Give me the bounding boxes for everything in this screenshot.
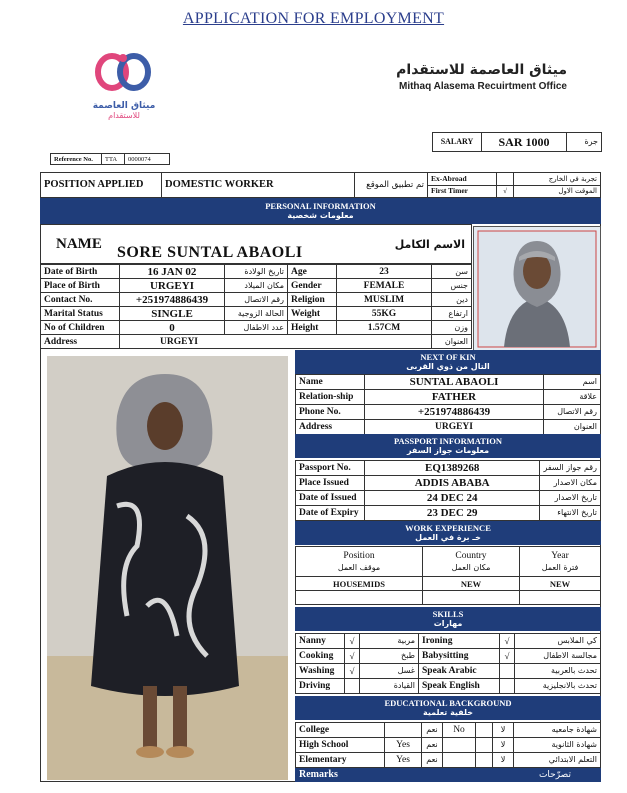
gender-value: FEMALE — [337, 279, 432, 293]
contact-value: +251974886439 — [120, 293, 225, 307]
kin-table — [295, 374, 601, 435]
edu-elementary-label: Elementary — [296, 753, 385, 768]
logo-text-ar-2: للاستقدام — [108, 111, 140, 120]
skill-ironing-check: √ — [500, 634, 515, 649]
marital-label-ar: الحالة الزوجية — [225, 307, 288, 321]
skill-washing: Washing — [296, 664, 345, 679]
weight-value: 55KG — [337, 307, 432, 321]
edu-college-label: College — [296, 723, 385, 738]
passport-issued-value: 24 DEC 24 — [364, 491, 540, 506]
remarks-label: Remarks — [299, 769, 338, 780]
kin-header-en: NEXT OF KIN — [420, 352, 476, 362]
first-timer-ar: الموقت الاول — [514, 185, 601, 197]
reference-number: 0000074 — [125, 154, 170, 165]
address-label: Address — [41, 335, 120, 349]
passport-no-value: EQ1389268 — [364, 461, 540, 476]
salary-value: SAR 1000 — [482, 133, 567, 152]
kin-addr-value: URGEYI — [365, 420, 544, 435]
kin-rel-value: FATHER — [365, 390, 544, 405]
work-header-ar: خـ برة في العمل — [415, 533, 481, 542]
skills-header-en: SKILLS — [432, 609, 464, 619]
work-col-country-label: Country — [455, 550, 487, 561]
logo-right-ar: ميثاق العاصمة للاستقدام — [396, 62, 567, 78]
skills-table — [295, 633, 601, 694]
skill-row — [296, 634, 601, 649]
passport-issued-ar: تاريخ الاصدار — [540, 491, 601, 506]
work-col-position — [296, 547, 423, 577]
height-label-ar: وزن — [432, 321, 472, 335]
passport-photo — [473, 226, 601, 352]
position-value: DOMESTIC WORKER — [162, 173, 355, 198]
gender-label: Gender — [288, 279, 337, 293]
kin-name-value: SUNTAL ABAOLI — [365, 375, 544, 390]
address-label-ar: العنوان — [432, 335, 472, 349]
personal-header-en: PERSONAL INFORMATION — [265, 201, 376, 211]
skills-header-ar: مهارات — [433, 619, 463, 628]
skill-nanny-ar: مربية — [360, 634, 419, 649]
skill-ironing-ar: كي الملابس — [515, 634, 601, 649]
skill-washing-check: √ — [345, 664, 360, 679]
age-label-ar: سن — [432, 265, 472, 279]
salary-table — [432, 132, 602, 152]
age-value: 23 — [337, 265, 432, 279]
education-header-en: EDUCATIONAL BACKGROUND — [384, 698, 512, 708]
kin-rel-ar: علاقة — [544, 390, 601, 405]
education-header-ar: خلفية تعلمية — [423, 708, 473, 717]
personal-header-ar: معلومات شخصية — [287, 211, 354, 220]
work-header — [295, 521, 601, 545]
passport-expiry-ar: تاريخ الانتهاء — [540, 506, 601, 521]
passport-table — [295, 460, 601, 521]
skill-speak-arabic: Speak Arabic — [419, 664, 500, 679]
skill-ironing: Ironing — [419, 634, 500, 649]
edu-highschool-yes-ar: نعم — [422, 738, 443, 753]
kin-name-label: Name — [296, 375, 365, 390]
work-table — [295, 546, 601, 605]
work-col-country — [423, 547, 520, 577]
full-body-photo-icon — [47, 356, 288, 780]
children-label: No of Children — [41, 321, 120, 335]
passport-place-label: Place Issued — [296, 476, 365, 491]
dob-label-ar: تاريخ الولادة — [225, 265, 288, 279]
skill-row — [296, 649, 601, 664]
edu-college-yes-ar: نعم — [422, 723, 443, 738]
company-logo-left — [84, 50, 164, 120]
work-col-position-label: Position — [343, 550, 375, 561]
edu-elementary-yes: Yes — [385, 753, 422, 768]
kin-phone-label: Phone No. — [296, 405, 365, 420]
edu-elementary-no-ar: لا — [493, 753, 514, 768]
kin-addr-label: Address — [296, 420, 365, 435]
work-row-position: HOUSEMIDS — [296, 577, 423, 591]
contact-label: Contact No. — [41, 293, 120, 307]
children-value: 0 — [120, 321, 225, 335]
position-label: POSITION APPLIED — [41, 173, 162, 198]
logo-right-en: Mithaq Alasema Recuirtment Office — [398, 81, 567, 92]
page-title: APPLICATION FOR EMPLOYMENT — [182, 10, 445, 27]
name-label-ar: الاسم الكامل — [394, 238, 465, 251]
edu-elementary-yes-ar: نعم — [422, 753, 443, 768]
age-label: Age — [288, 265, 337, 279]
edu-highschool-label: High School — [296, 738, 385, 753]
contact-label-ar: رقم الاتصال — [225, 293, 288, 307]
skill-nanny: Nanny — [296, 634, 345, 649]
height-value: 1.57CM — [337, 321, 432, 335]
weight-label: Weight — [288, 307, 337, 321]
skill-babysitting-check: √ — [500, 649, 515, 664]
ex-abroad-label: Ex-Abroad — [428, 173, 497, 185]
edu-college-no: No — [443, 723, 476, 738]
education-row — [296, 723, 601, 738]
passport-expiry-value: 23 DEC 29 — [364, 506, 540, 521]
passport-no-ar: رقم جواز السفر — [540, 461, 601, 476]
position-table — [40, 172, 601, 198]
work-row-country: NEW — [423, 577, 520, 591]
remarks-label-ar: تصرّحات — [538, 770, 571, 780]
religion-label-ar: دين — [432, 293, 472, 307]
kin-header — [295, 350, 601, 374]
skill-row — [296, 664, 601, 679]
passport-header — [295, 434, 601, 458]
kin-name-ar: اسم — [544, 375, 601, 390]
passport-place-value: ADDIS ABABA — [364, 476, 540, 491]
first-timer-label: First Timer — [428, 185, 497, 197]
skill-driving-ar: القيادة — [360, 679, 419, 694]
passport-header-en: PASSPORT INFORMATION — [393, 436, 503, 446]
work-col-year — [520, 547, 601, 577]
salary-label: SALARY — [433, 133, 482, 152]
portrait-photo-icon — [474, 227, 600, 351]
full-body-photo — [47, 356, 288, 780]
passport-place-ar: مكان الاصدار — [540, 476, 601, 491]
skill-speak-english-ar: تحدث بالانجليزية — [515, 679, 601, 694]
edu-college-ar: شهادة جامعيه — [514, 723, 601, 738]
religion-value: MUSLIM — [337, 293, 432, 307]
skill-speak-arabic-ar: تحدث بالعربية — [515, 664, 601, 679]
address-value: URGEYI — [120, 335, 432, 349]
skills-header — [295, 607, 601, 631]
pob-value: URGEYI — [120, 279, 225, 293]
skill-babysitting: Babysitting — [419, 649, 500, 664]
education-row — [296, 753, 601, 768]
kin-phone-value: +251974886439 — [365, 405, 544, 420]
work-col-position-ar: موقف العمل — [337, 562, 381, 572]
marital-label: Marital Status — [41, 307, 120, 321]
skill-cooking: Cooking — [296, 649, 345, 664]
kin-header-ar: التال من ذوي القربى — [406, 362, 490, 371]
name-row — [40, 224, 472, 264]
edu-college-no-ar: لا — [493, 723, 514, 738]
skill-cooking-check: √ — [345, 649, 360, 664]
edu-highschool-ar: شهادة الثانوية — [514, 738, 601, 753]
education-header — [295, 696, 601, 720]
passport-issued-label: Date of Issued — [296, 491, 365, 506]
personal-details-table — [40, 264, 472, 349]
pob-label-ar: مكان الميلاد — [225, 279, 288, 293]
work-col-country-ar: مكان العمل — [451, 562, 491, 572]
height-label: Height — [288, 321, 337, 335]
reference-label: Reference No. — [51, 154, 102, 165]
company-logo-right — [372, 62, 567, 92]
kin-rel-label: Relation-ship — [296, 390, 365, 405]
kin-addr-ar: العنوان — [544, 420, 601, 435]
education-row — [296, 738, 601, 753]
skill-nanny-check: √ — [345, 634, 360, 649]
edu-highschool-no — [443, 738, 476, 753]
edu-highschool-no-ar: لا — [493, 738, 514, 753]
kin-phone-ar: رقم الاتصال — [544, 405, 601, 420]
experience-cell — [428, 173, 601, 198]
reference-table — [50, 153, 170, 165]
weight-label-ar: ارتفاع — [432, 307, 472, 321]
personal-info-header — [40, 198, 601, 224]
passport-expiry-label: Date of Expiry — [296, 506, 365, 521]
edu-elementary-no — [443, 753, 476, 768]
skill-cooking-ar: طبخ — [360, 649, 419, 664]
edu-highschool-yes: Yes — [385, 738, 422, 753]
skill-speak-english: Speak English — [419, 679, 500, 694]
skill-row — [296, 679, 601, 694]
dob-value: 16 JAN 02 — [120, 265, 225, 279]
work-header-en: WORK EXPERIENCE — [405, 523, 491, 533]
logo-emblem-icon — [84, 50, 164, 96]
edu-elementary-ar: التعلم الابتدائي — [514, 753, 601, 768]
logo-text-ar-1: ميثاق العاصمة — [92, 101, 156, 111]
dob-label: Date of Birth — [41, 265, 120, 279]
position-label-ar: تم تطبيق الموقع — [355, 173, 428, 198]
work-col-year-ar: فترة العمل — [541, 562, 579, 572]
work-row-year: NEW — [520, 577, 601, 591]
pob-label: Place of Birth — [41, 279, 120, 293]
children-label-ar: عدد الاطفال — [225, 321, 288, 335]
ex-abroad-ar: تجربة في الخارج — [514, 173, 601, 185]
skill-babysitting-ar: مجالسة الاطفال — [515, 649, 601, 664]
skill-driving: Driving — [296, 679, 345, 694]
education-table — [295, 722, 601, 768]
skill-washing-ar: غسل — [360, 664, 419, 679]
gender-label-ar: جنس — [432, 279, 472, 293]
edu-college-yes — [385, 723, 422, 738]
reference-prefix: TTA — [102, 154, 125, 165]
work-col-year-label: Year — [551, 550, 569, 561]
name-value: SORE SUNTAL ABAOLI — [117, 244, 303, 261]
salary-label-ar: جرة — [567, 133, 602, 152]
remarks-bar — [295, 768, 601, 782]
passport-header-ar: معلومات جواز السفر — [406, 446, 490, 455]
religion-label: Religion — [288, 293, 337, 307]
first-timer-check: √ — [497, 185, 514, 197]
name-label: NAME — [56, 236, 102, 252]
marital-value: SINGLE — [120, 307, 225, 321]
passport-no-label: Passport No. — [296, 461, 365, 476]
